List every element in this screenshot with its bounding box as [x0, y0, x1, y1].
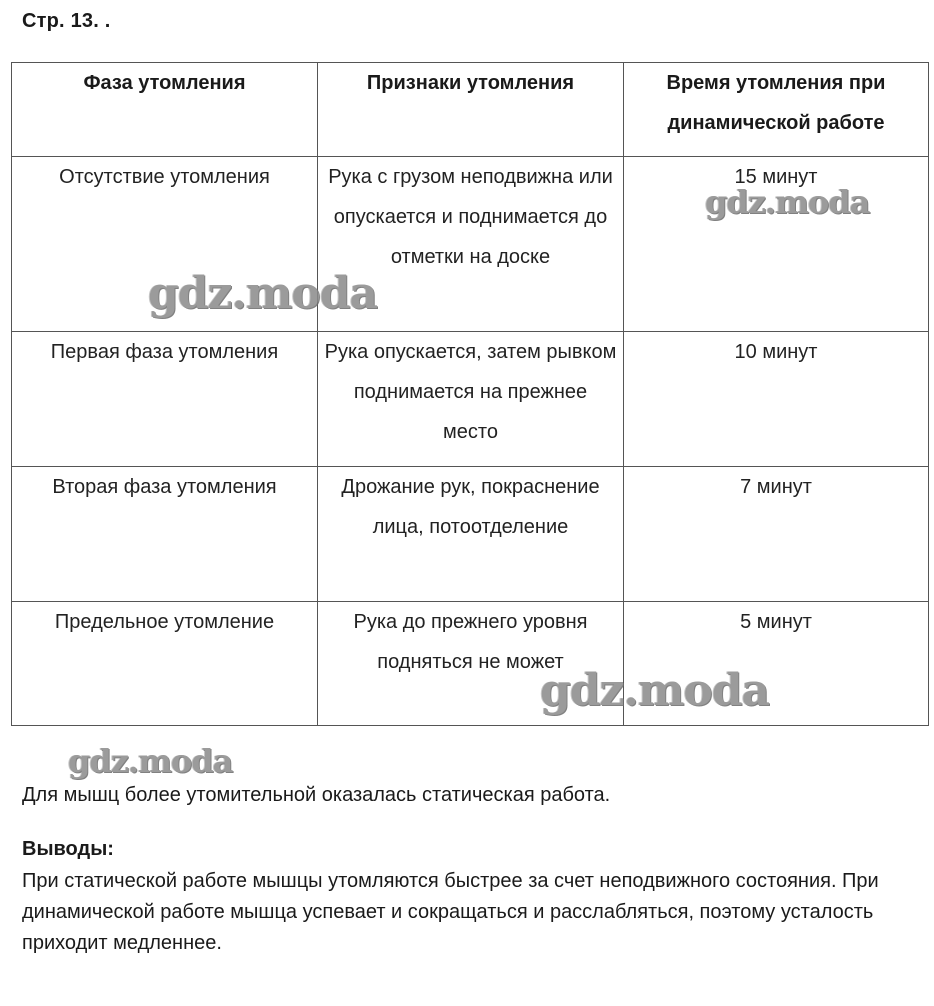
cell-time: 5 минут	[624, 602, 929, 726]
column-header-time: Время утомления при динамической работе	[624, 63, 929, 157]
cell-phase: Предельное утомление	[12, 602, 318, 726]
cell-signs: Дрожание рук, покраснение лица, потоотделение	[318, 467, 624, 602]
fatigue-table	[11, 62, 929, 726]
cell-time: 7 минут	[624, 467, 929, 602]
table-header-row	[12, 63, 929, 157]
cell-time: 10 минут	[624, 332, 929, 467]
column-header-phase: Фаза утомления	[12, 63, 318, 157]
conclusions-heading: Выводы:	[22, 838, 114, 860]
watermark: gdz.moda	[68, 742, 233, 780]
cell-signs: Рука опускается, затем рывком поднимается на прежнее место	[318, 332, 624, 467]
watermark: gdz.moda	[148, 268, 378, 319]
table-row	[12, 332, 929, 467]
cell-phase: Отсутствие утомления	[12, 157, 318, 332]
column-header-signs: Признаки утомления	[318, 63, 624, 157]
cell-time: 15 минут	[624, 157, 929, 332]
cell-phase: Первая фаза утомления	[12, 332, 318, 467]
cell-signs: Рука до прежнего уровня подняться не может	[318, 602, 624, 726]
cell-signs: Рука с грузом неподвижна или опускается и поднимается до отметки на доске	[318, 157, 624, 332]
page-number-header: Стр. 13. .	[22, 10, 111, 32]
cell-phase: Вторая фаза утомления	[12, 467, 318, 602]
table-row	[12, 467, 929, 602]
conclusions-text: При статической работе мышцы утомляются быстрее за счет неподвижного состояния. При динамической работе мышца успевает и сокращаться и расслабляться, поэтому усталость приходит медленнее.	[22, 870, 879, 954]
result-statement: Для мышц более утомительной оказалась статическая работа.	[22, 784, 611, 806]
watermark: gdz.moda	[540, 665, 770, 716]
watermark: gdz.moda	[705, 183, 870, 221]
table-row	[12, 602, 929, 726]
